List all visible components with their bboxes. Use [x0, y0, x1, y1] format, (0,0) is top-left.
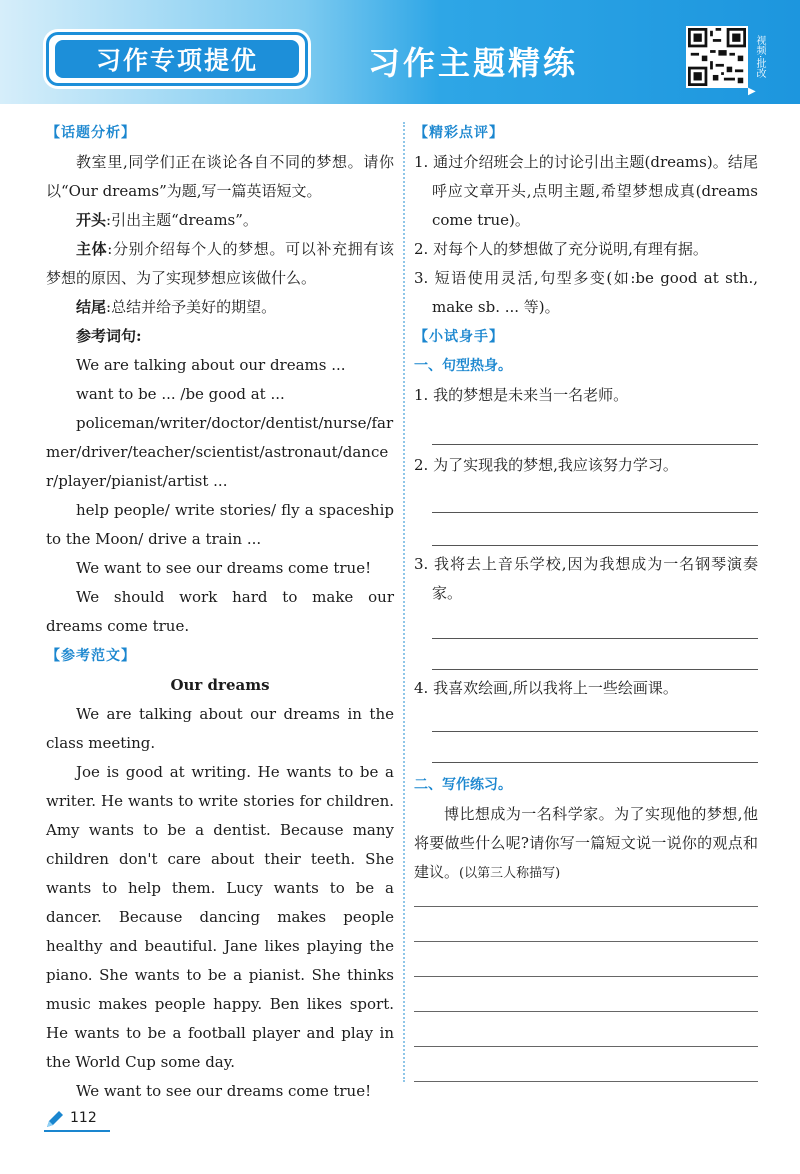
- question-4: 4. 我喜欢绘画,所以我将上一些绘画课。: [414, 679, 678, 697]
- body-label: 主体: [76, 240, 108, 258]
- ending-label: 结尾: [76, 298, 107, 316]
- page-header: [0, 0, 800, 104]
- reference-line: want to be ... /be good at ...: [76, 385, 285, 403]
- body-text: :分别介绍每个人的梦想。可以补充拥有该梦想的原因、为了实现梦想应该做什么。: [46, 240, 394, 287]
- sample-essay-title: Our dreams: [170, 676, 270, 694]
- qr-caption: 视频·批改: [754, 35, 765, 79]
- left-column: [46, 118, 394, 1106]
- comment-item: 1. 通过介绍班会上的讨论引出主题(dreams)。结尾呼应文章开头,点明主题,希望梦想成真(dreams come true)。: [414, 153, 758, 229]
- section-badge-text: 习作专项提优: [55, 40, 299, 78]
- writing-prompt: [414, 800, 758, 888]
- section-badge: [46, 32, 308, 86]
- reference-line: We are talking about our dreams ...: [76, 356, 346, 374]
- comment-item: 3. 短语使用灵活,句型多变(如:be good at sth., make sb. ... 等)。: [414, 269, 758, 316]
- opening-text: :引出主题“dreams”。: [106, 211, 258, 229]
- reference-label: 参考词句:: [76, 327, 142, 345]
- reference-line: policeman/writer/doctor/dentist/nurse/farmer/driver/teacher/scientist/astronaut/dancer/player/pianist/artist ...: [46, 414, 394, 490]
- page-number-underline: [44, 1130, 110, 1132]
- topic-paragraph: 教室里,同学们正在谈论各自不同的梦想。请你以“Our dreams”为题,写一篇英语短文。: [46, 153, 394, 200]
- section-warmup-heading: 一、句型热身。: [414, 358, 512, 374]
- writing-prompt-text: 博比想成为一名科学家。为了实现他的梦想,他将要做些什么呢?请你写一篇短文说一说你的观点和建议。: [414, 805, 758, 881]
- sample-paragraph: We want to see our dreams come true!: [76, 1082, 372, 1100]
- ending-line: [46, 293, 394, 322]
- question-3: 3. 我将去上音乐学校,因为我想成为一名钢琴演奏家。: [414, 555, 758, 602]
- reference-line: We want to see our dreams come true!: [76, 559, 372, 577]
- body-line: [46, 235, 394, 293]
- right-column: [414, 118, 758, 1082]
- play-icon: ▶: [748, 86, 756, 97]
- practice-tag: 【小试身手】: [414, 329, 504, 345]
- sample-paragraph: Joe is good at writing. He wants to be a writer. He wants to write stories for children. Amy wants to be a dentist. Because many children don't care about their teeth. She wants to help them. Lucy wants to be a dancer. Because dancing makes people healthy and beautiful. Jane likes playing the piano. She wants to be a pianist. She thinks music makes people happy. Ben likes sport. He wants to be a football player and play in the World Cup some day.: [46, 763, 394, 1071]
- section-writing-heading: 二、写作练习。: [414, 777, 512, 793]
- reference-line: help people/ write stories/ fly a spaceship to the Moon/ drive a train ...: [46, 501, 394, 548]
- comment-tag: 【精彩点评】: [414, 125, 504, 141]
- page-title: 习作主题精练: [368, 44, 579, 82]
- column-divider: [403, 122, 405, 1082]
- topic-analysis-tag: 【话题分析】: [46, 125, 136, 141]
- qr-code-icon[interactable]: [686, 26, 748, 88]
- pencil-icon: [44, 1110, 64, 1130]
- writing-note: (以第三人称描写): [459, 866, 561, 881]
- opening-line: [46, 206, 394, 235]
- page-number: 112: [70, 1110, 97, 1126]
- question-2: 2. 为了实现我的梦想,我应该努力学习。: [414, 456, 678, 474]
- sample-essay-tag: 【参考范文】: [46, 648, 136, 664]
- sample-paragraph: We are talking about our dreams in the class meeting.: [46, 705, 394, 752]
- reference-line: We should work hard to make our dreams come true.: [46, 588, 394, 635]
- opening-label: 开头: [76, 211, 107, 229]
- question-1: 1. 我的梦想是未来当一名老师。: [414, 386, 629, 404]
- ending-text: :总结并给予美好的期望。: [106, 298, 277, 316]
- comment-item: 2. 对每个人的梦想做了充分说明,有理有据。: [414, 240, 708, 258]
- writing-line[interactable]: [414, 1081, 758, 1082]
